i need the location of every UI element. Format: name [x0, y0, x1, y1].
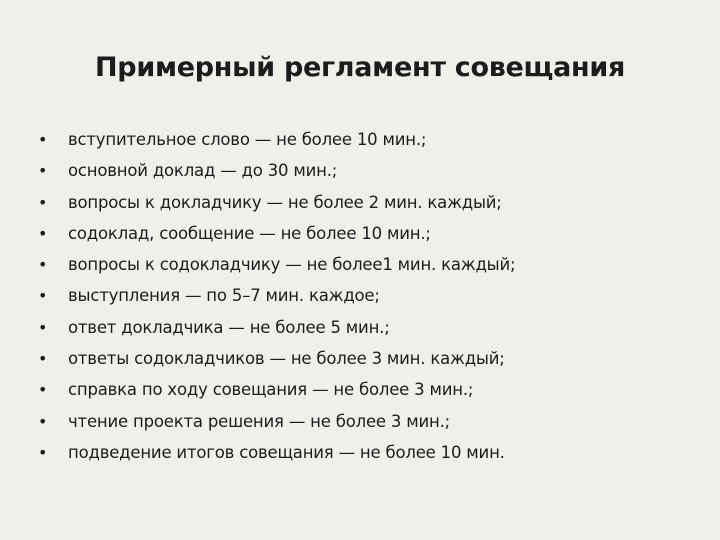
bullet-icon: • — [38, 411, 48, 431]
list-item-text: вопросы к содокладчику — не более1 мин. каждый; — [68, 255, 516, 275]
bullet-icon: • — [38, 442, 48, 462]
bullet-list — [38, 130, 698, 474]
bullet-icon: • — [38, 223, 48, 243]
list-item — [38, 224, 698, 255]
list-item — [38, 349, 698, 380]
list-item — [38, 380, 698, 411]
bullet-icon: • — [38, 130, 48, 149]
list-item-text: выступления — по 5–7 мин. каждое; — [68, 286, 380, 306]
list-item — [38, 161, 698, 192]
bullet-icon: • — [38, 255, 48, 275]
bullet-icon: • — [38, 161, 48, 181]
list-item-text: чтение проекта решения — не более 3 мин.; — [68, 411, 451, 431]
list-item-text: вопросы к докладчику — не более 2 мин. каждый; — [68, 192, 502, 212]
list-item — [38, 412, 698, 443]
list-item-text: основной доклад — до 30 мин.; — [68, 161, 338, 181]
list-item-text: ответ докладчика — не более 5 мин.; — [68, 317, 390, 337]
list-item — [38, 255, 698, 286]
list-item-text: ответы содокладчиков — не более 3 мин. каждый; — [68, 349, 505, 369]
bullet-icon: • — [38, 192, 48, 212]
list-item — [38, 130, 698, 161]
list-item-text: содоклад, сообщение — не более 10 мин.; — [68, 223, 431, 243]
list-item-text: вступительное слово — не более 10 мин.; — [68, 130, 427, 149]
bullet-icon: • — [38, 317, 48, 337]
list-item — [38, 286, 698, 317]
list-item — [38, 193, 698, 224]
list-item — [38, 443, 698, 474]
slide-title: Примерный регламент совещания — [95, 52, 625, 83]
list-item — [38, 318, 698, 349]
list-item-text: подведение итогов совещания — не более 10 мин. — [68, 442, 505, 462]
bullet-icon: • — [38, 286, 48, 306]
bullet-icon: • — [38, 380, 48, 400]
list-item-text: справка по ходу совещания — не более 3 мин.; — [68, 380, 474, 400]
bullet-icon: • — [38, 349, 48, 369]
